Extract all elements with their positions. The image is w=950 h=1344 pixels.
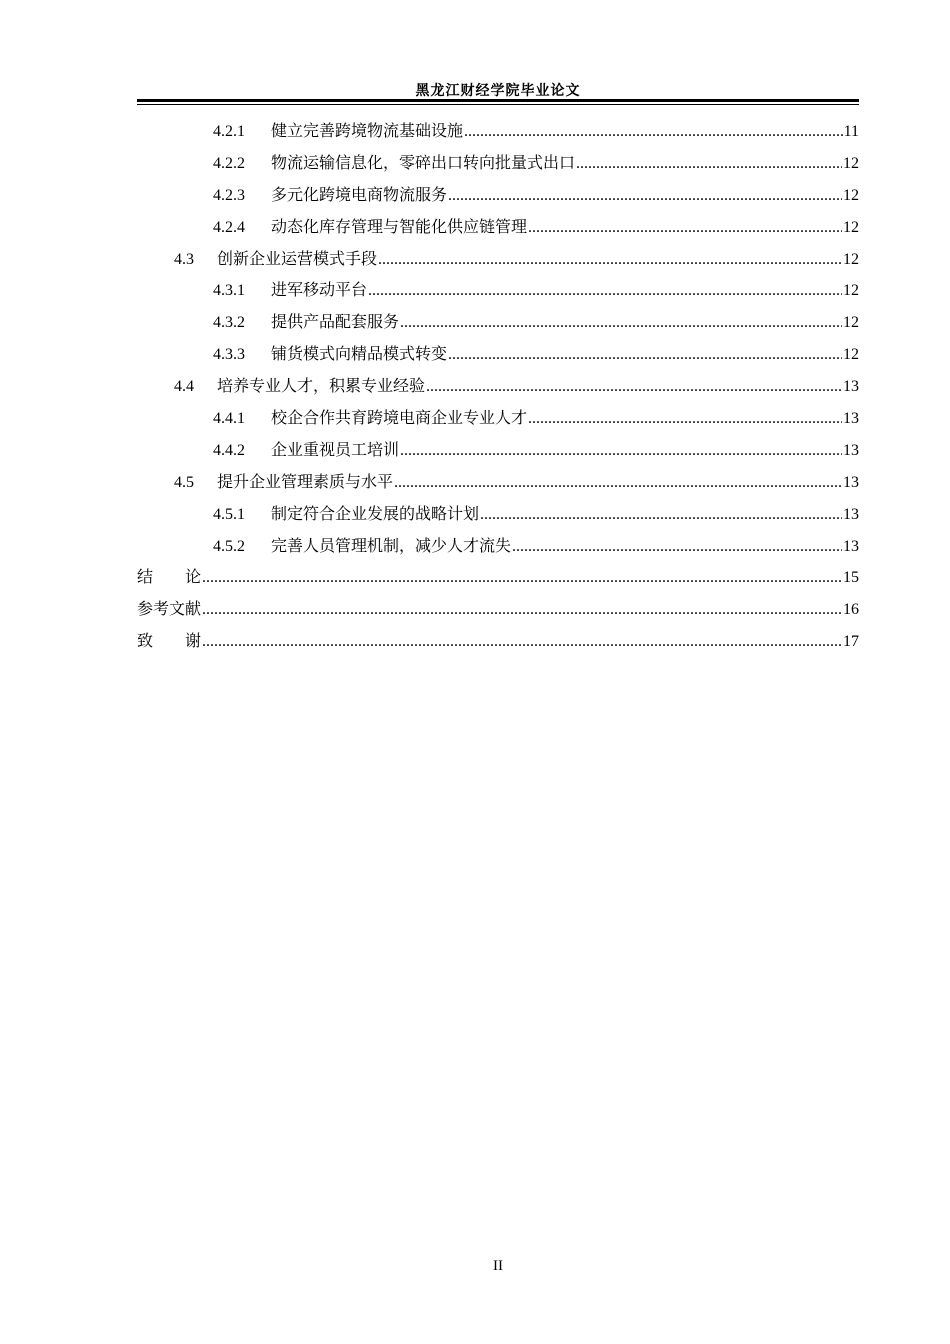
toc-entry[interactable] bbox=[137, 469, 859, 501]
toc-dot-leader bbox=[400, 442, 842, 460]
toc-entry[interactable] bbox=[137, 277, 859, 309]
toc-entry[interactable] bbox=[137, 150, 859, 182]
toc-entry[interactable] bbox=[137, 596, 859, 628]
toc-entry-number: 4.3.3 bbox=[213, 346, 245, 364]
toc-entry-title: 培养专业人才，积累专业经验 bbox=[217, 378, 426, 396]
toc-entry-title: 参考文献 bbox=[137, 601, 202, 619]
toc-entry-title: 物流运输信息化，零碎出口转向批量式出口 bbox=[271, 154, 576, 172]
toc-entry-title: 铺货模式向精品模式转变 bbox=[271, 346, 448, 364]
toc-entry-title: 健立完善跨境物流基础设施 bbox=[271, 123, 464, 140]
toc-entry-page: 13 bbox=[843, 410, 859, 428]
toc-entry-page: 12 bbox=[843, 186, 859, 204]
toc-dot-leader bbox=[528, 219, 842, 237]
toc-dot-leader bbox=[528, 410, 842, 428]
toc-entry-title: 多元化跨境电商物流服务 bbox=[271, 186, 448, 204]
toc-dot-leader bbox=[368, 282, 842, 300]
toc-entry-title: 动态化库存管理与智能化供应链管理 bbox=[271, 218, 528, 236]
toc-dot-leader bbox=[464, 123, 843, 141]
toc-entry-number: 4.5.2 bbox=[213, 537, 245, 555]
toc-entry-page: 13 bbox=[843, 378, 859, 396]
toc-entry-number: 4.3.2 bbox=[213, 314, 245, 332]
toc-entry[interactable] bbox=[137, 533, 859, 565]
toc-dot-leader bbox=[202, 569, 842, 587]
toc-entry-page: 17 bbox=[843, 633, 859, 651]
toc-dot-leader bbox=[448, 187, 842, 205]
toc-dot-leader bbox=[202, 633, 842, 651]
toc-entry-page: 15 bbox=[843, 569, 859, 587]
toc-entry-number: 4.2.3 bbox=[213, 186, 245, 204]
toc-entry-title: 完善人员管理机制，减少人才流失 bbox=[271, 537, 512, 555]
toc-entry-page: 12 bbox=[843, 314, 859, 332]
toc-entry-page: 13 bbox=[843, 505, 859, 523]
toc-dot-leader bbox=[400, 314, 842, 332]
toc-entry-page: 12 bbox=[843, 218, 859, 236]
toc-entry-title: 提供产品配套服务 bbox=[271, 314, 400, 332]
toc-entry-page: 12 bbox=[843, 346, 859, 364]
toc-dot-leader bbox=[394, 474, 842, 492]
toc-entry-page: 13 bbox=[843, 473, 859, 491]
toc-entry-page: 16 bbox=[843, 601, 859, 619]
toc-entry-number: 4.2.4 bbox=[213, 218, 245, 236]
toc-entry-title: 提升企业管理素质与水平 bbox=[217, 473, 394, 491]
toc-entry-title: 创新企业运营模式手段 bbox=[217, 250, 378, 268]
toc-entry[interactable] bbox=[137, 405, 859, 437]
toc-entry-page: 12 bbox=[843, 250, 859, 268]
toc-entry[interactable] bbox=[137, 118, 859, 150]
toc-entry-page: 13 bbox=[843, 537, 859, 555]
toc-entry[interactable] bbox=[137, 437, 859, 469]
toc-entry-number: 4.3.1 bbox=[213, 282, 245, 300]
page-number: II bbox=[493, 1258, 503, 1274]
toc-entry-title: 校企合作共育跨境电商企业专业人才 bbox=[271, 410, 528, 428]
toc-entry-page: 12 bbox=[843, 282, 859, 300]
toc-entry-number: 4.4.2 bbox=[213, 441, 245, 459]
toc-entry-number: 4.5 bbox=[174, 473, 194, 491]
toc-entry[interactable] bbox=[137, 246, 859, 278]
toc-entry-number: 4.5.1 bbox=[213, 505, 245, 523]
table-of-contents bbox=[137, 118, 859, 660]
toc-entry-title: 进军移动平台 bbox=[271, 282, 368, 300]
toc-entry-page: 13 bbox=[843, 441, 859, 459]
toc-entry-number: 4.2.1 bbox=[213, 123, 245, 140]
toc-dot-leader bbox=[480, 506, 842, 524]
header-rule-thick bbox=[137, 99, 859, 102]
toc-dot-leader bbox=[448, 346, 842, 364]
toc-entry-number: 4.4.1 bbox=[213, 410, 245, 428]
toc-dot-leader bbox=[512, 538, 842, 556]
toc-entry[interactable] bbox=[137, 564, 859, 596]
toc-dot-leader bbox=[426, 378, 842, 396]
toc-dot-leader bbox=[378, 251, 842, 269]
toc-entry[interactable] bbox=[137, 628, 859, 660]
toc-entry[interactable] bbox=[137, 341, 859, 373]
toc-entry-page: 11 bbox=[843, 123, 859, 140]
toc-entry[interactable] bbox=[137, 309, 859, 341]
toc-entry-page: 12 bbox=[843, 154, 859, 172]
toc-entry[interactable] bbox=[137, 182, 859, 214]
toc-entry-title: 企业重视员工培训 bbox=[271, 441, 400, 459]
toc-entry[interactable] bbox=[137, 214, 859, 246]
toc-dot-leader bbox=[202, 601, 842, 619]
page-header-title: 黑龙江财经学院毕业论文 bbox=[415, 83, 581, 99]
toc-entry[interactable] bbox=[137, 501, 859, 533]
toc-entry-number: 4.3 bbox=[174, 250, 194, 268]
toc-entry-title: 制定符合企业发展的战略计划 bbox=[271, 505, 480, 523]
toc-entry-number: 4.2.2 bbox=[213, 154, 245, 172]
toc-entry-number: 4.4 bbox=[174, 378, 194, 396]
toc-dot-leader bbox=[576, 155, 842, 173]
toc-entry-title: 致 谢 bbox=[137, 633, 202, 651]
toc-entry-title: 结 论 bbox=[137, 569, 202, 587]
toc-entry[interactable] bbox=[137, 373, 859, 405]
header-rule-thin bbox=[137, 104, 859, 105]
